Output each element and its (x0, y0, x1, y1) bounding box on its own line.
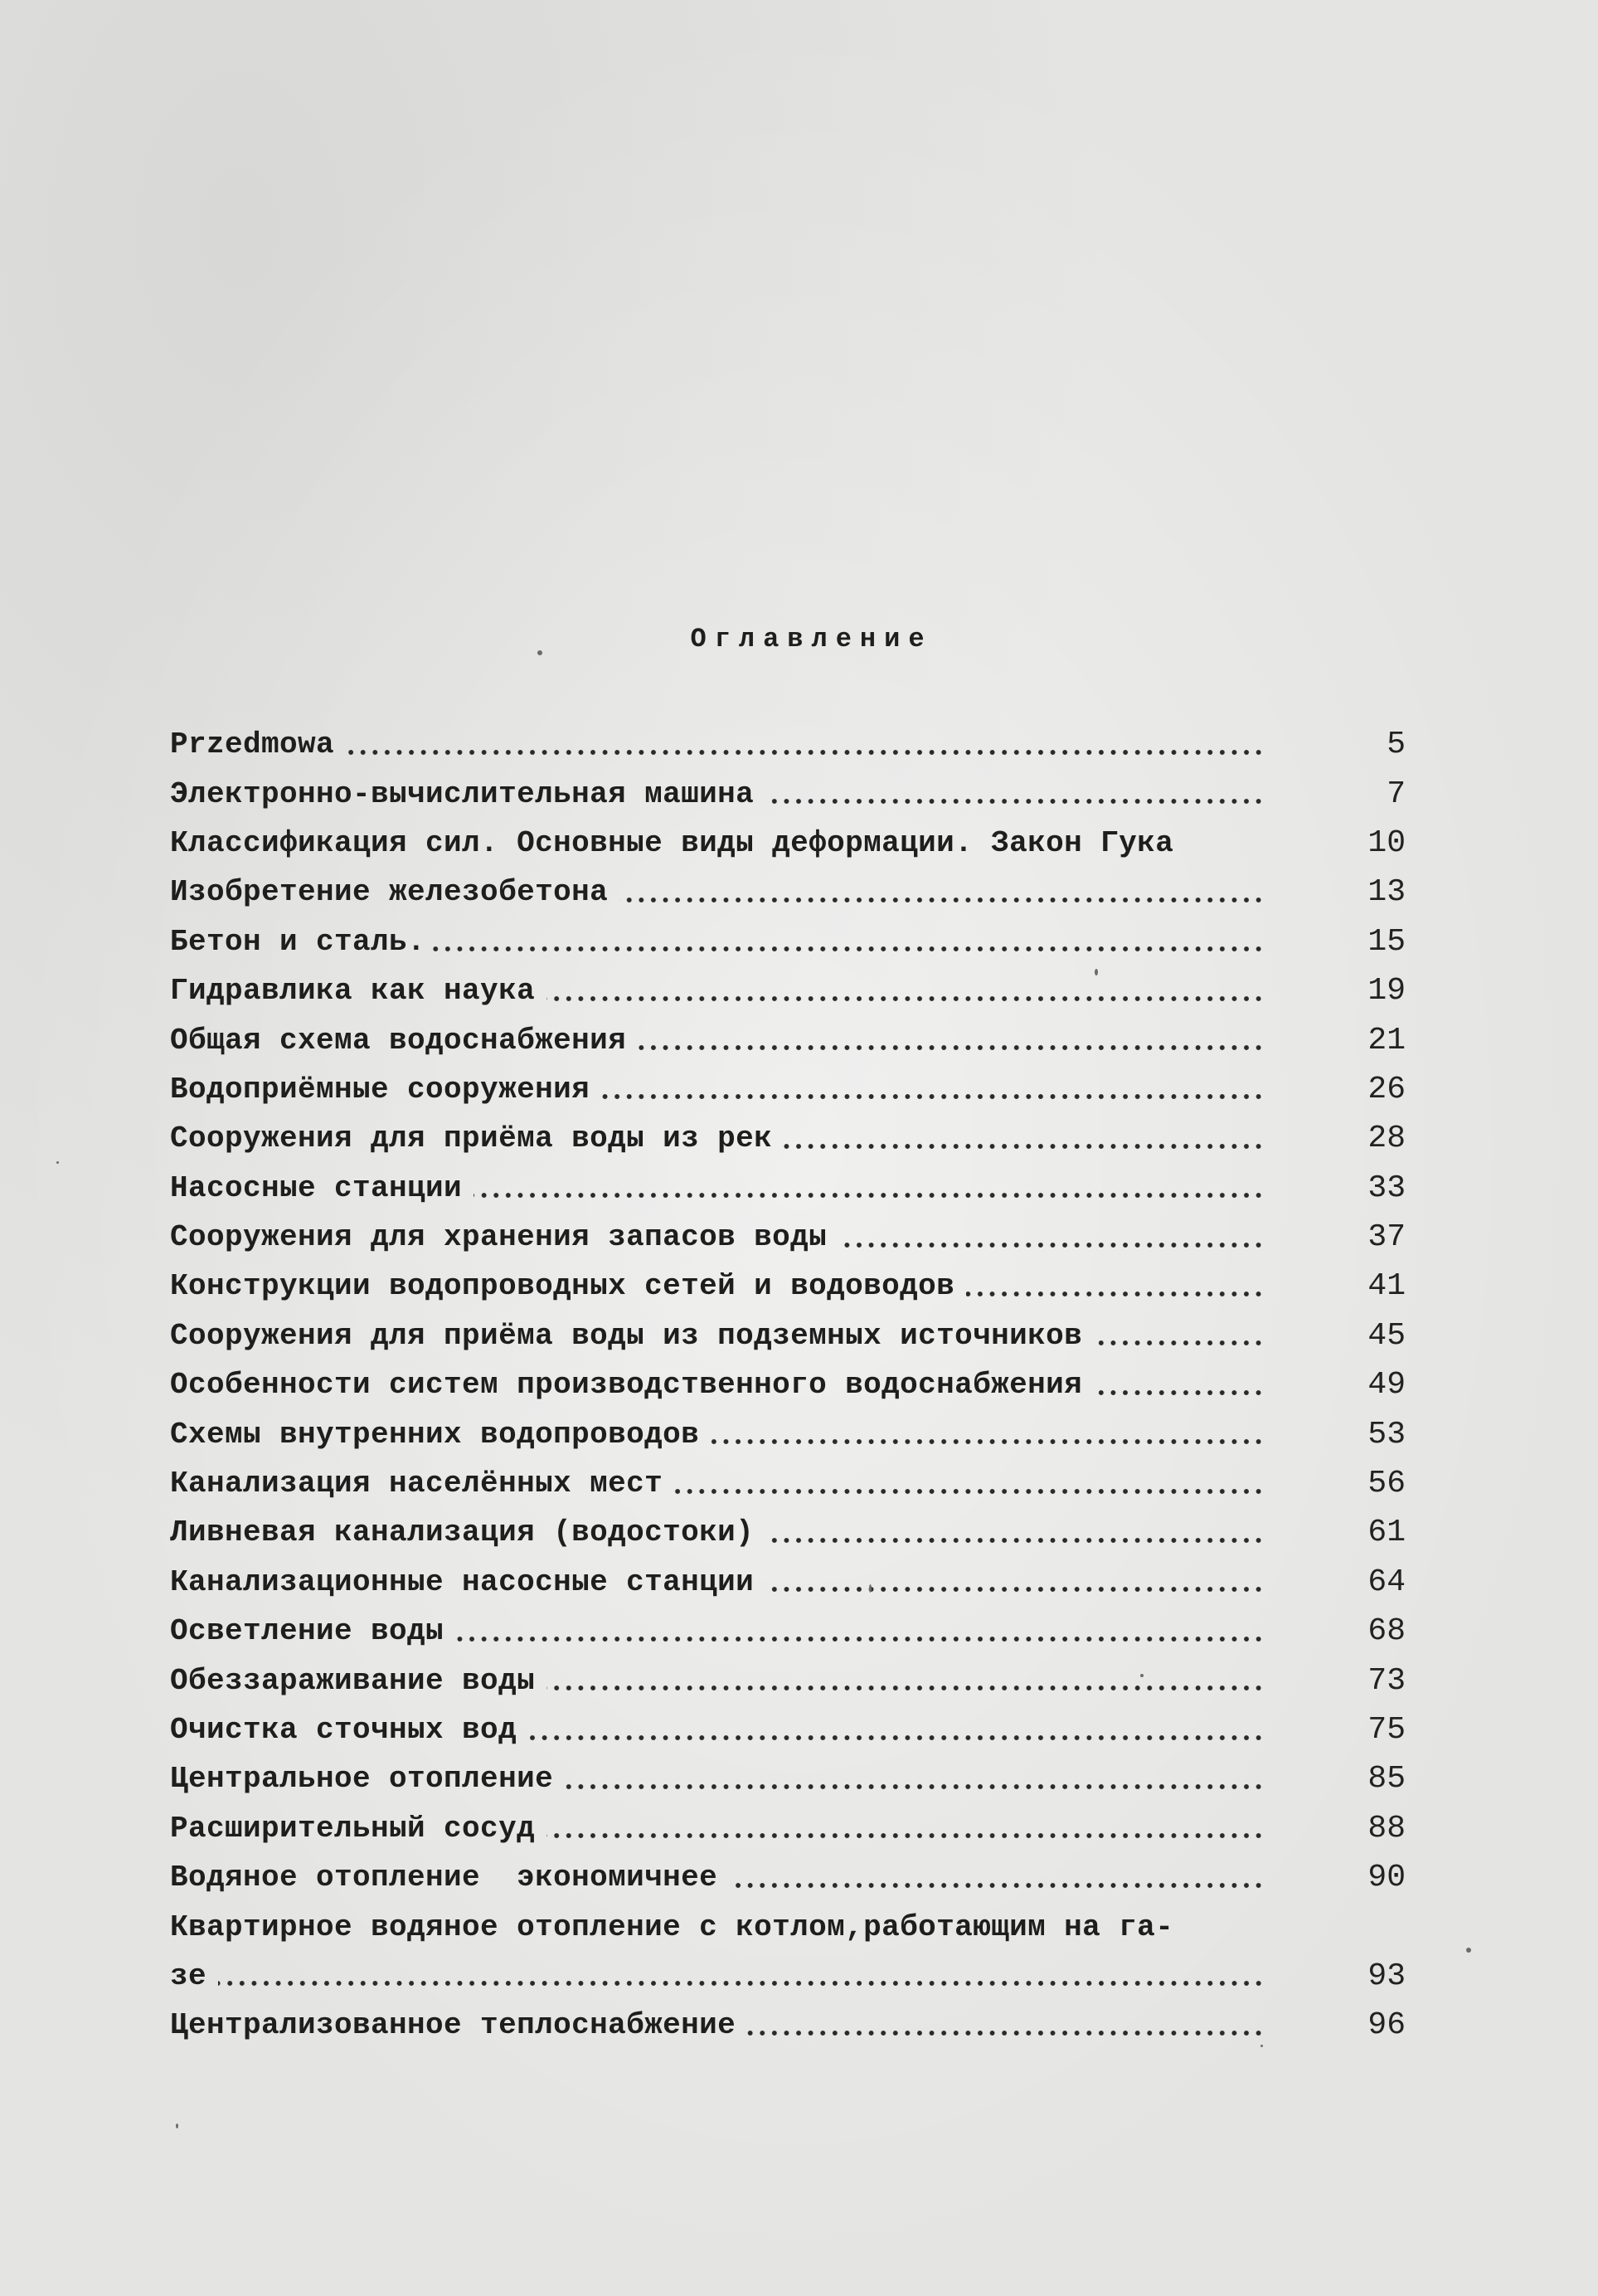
toc-page-number: 13 (1367, 874, 1406, 911)
scan-speck (1095, 969, 1098, 975)
toc-page-number: 33 (1367, 1170, 1406, 1206)
toc-entry-title: Бетон и сталь. (170, 924, 426, 959)
scan-speck (56, 1161, 59, 1164)
toc-entry (170, 1213, 1406, 1262)
toc-entry-title: Общая схема водоснабжения (170, 1023, 627, 1058)
dot-leader (966, 1292, 1265, 1296)
dot-leader (765, 799, 1265, 804)
dot-leader (784, 1144, 1265, 1149)
toc-entry (170, 1114, 1406, 1163)
toc-entry (170, 1508, 1406, 1557)
toc-entry (170, 917, 1406, 966)
dot-leader (619, 897, 1265, 902)
toc-entry-title: Водоприёмные сооружения (170, 1072, 590, 1107)
dot-leader (546, 1833, 1265, 1838)
toc-entry (170, 1902, 1406, 2001)
toc-entry-title: Классификация сил. Основные виды деформации. Закон Гука (170, 825, 1174, 860)
dot-leader (429, 946, 1265, 951)
dot-leader (711, 1439, 1265, 1444)
dot-leader (747, 2031, 1265, 2036)
toc-page-number: 5 (1387, 727, 1406, 763)
toc-entry-title: Очистка сточных вод (170, 1713, 517, 1747)
dot-leader (1094, 1340, 1265, 1345)
scan-speck (1140, 1674, 1144, 1677)
toc-entry (170, 1360, 1406, 1409)
toc-page-number: 37 (1367, 1219, 1406, 1256)
dot-leader (218, 1981, 1265, 1986)
toc-entry-title: Квартирное водяное отопление с котлом,работающим на га- (170, 1909, 1174, 1944)
toc-page-number: 28 (1367, 1121, 1406, 1157)
toc-entry (170, 1409, 1406, 1458)
toc-entry (170, 1656, 1406, 1705)
toc-entry (170, 1311, 1406, 1360)
toc-entry-title: Насосные станции (170, 1170, 463, 1205)
toc-page-number: 53 (1367, 1416, 1406, 1452)
scan-speck (1466, 1948, 1471, 1953)
scan-speck (176, 2123, 178, 2128)
toc-page-number: 61 (1367, 1515, 1406, 1551)
toc-entry (170, 1705, 1406, 1754)
toc-page-number: 26 (1367, 1071, 1406, 1107)
toc-page-number: 49 (1367, 1367, 1406, 1403)
dot-leader (546, 1686, 1265, 1690)
toc-entry (170, 819, 1406, 868)
toc-entry (170, 720, 1406, 769)
toc-entry (170, 966, 1406, 1015)
toc-page-number: 96 (1367, 2007, 1406, 2044)
toc-entry (170, 2001, 1406, 2050)
toc-entry (170, 1804, 1406, 1853)
toc-entry-title: Центральное отопление (170, 1762, 554, 1797)
toc-entry (170, 1065, 1406, 1114)
dot-leader (565, 1784, 1265, 1789)
toc-entry-title: Электронно-вычислительная машина (170, 776, 755, 811)
scan-speck (537, 650, 542, 655)
dot-leader (674, 1489, 1265, 1494)
toc-page-number: 19 (1367, 973, 1406, 1009)
toc-page-number: 88 (1367, 1810, 1406, 1846)
toc-page-number: 73 (1367, 1662, 1406, 1699)
toc-page-number: 7 (1387, 776, 1406, 812)
toc-entry (170, 1262, 1406, 1311)
toc-entry-title: Особенности систем производственного водоснабжения (170, 1368, 1083, 1403)
toc-page-number: 93 (1367, 1958, 1406, 1994)
table-of-contents (170, 720, 1406, 2050)
scan-speck (869, 1584, 872, 1593)
toc-entry-title: Przedmowa (170, 727, 335, 762)
toc-entry-title: Водяное отопление экономичнее (170, 1861, 718, 1895)
dot-leader (729, 1883, 1265, 1888)
toc-page-number: 56 (1367, 1466, 1406, 1502)
dot-leader (838, 1243, 1265, 1248)
toc-entry-title: Обеззараживание воды (170, 1663, 536, 1698)
toc-entry-title: Сооружения для приёма воды из подземных источников (170, 1318, 1083, 1353)
toc-entry (170, 1754, 1406, 1803)
toc-entry (170, 1607, 1406, 1656)
toc-entry (170, 1015, 1406, 1064)
scan-speck (1260, 2045, 1263, 2047)
toc-entry-title: Расширительный сосуд (170, 1811, 536, 1846)
dot-leader (765, 1587, 1265, 1592)
dot-leader (638, 1045, 1265, 1050)
toc-page-number: 21 (1367, 1022, 1406, 1058)
toc-entry-title: Канализация населённых мест (170, 1467, 663, 1501)
toc-entry (170, 1558, 1406, 1607)
dot-leader (601, 1094, 1265, 1099)
toc-page-number: 90 (1367, 1860, 1406, 1896)
toc-entry-title: Канализационные насосные станции (170, 1564, 755, 1599)
toc-page-number: 45 (1367, 1317, 1406, 1354)
toc-entry-title: Осветление воды (170, 1614, 444, 1649)
toc-page-number: 64 (1367, 1564, 1406, 1600)
dot-leader (765, 1538, 1265, 1543)
toc-page-number: 10 (1367, 825, 1406, 861)
toc-entry (170, 868, 1406, 917)
toc-page-number: 85 (1367, 1761, 1406, 1797)
toc-entry-title: Сооружения для приёма воды из рек (170, 1121, 773, 1156)
dot-leader (474, 1193, 1265, 1198)
toc-entry-title: Гидравлика как наука (170, 974, 536, 1009)
toc-page-number: 68 (1367, 1613, 1406, 1650)
toc-entry-title: Изобретение железобетона (170, 875, 609, 910)
dot-leader (1094, 1390, 1265, 1395)
toc-page-number: 41 (1367, 1268, 1406, 1305)
toc-entry-title: Конструкции водопроводных сетей и водоводов (170, 1269, 955, 1304)
page-title: Оглавление (690, 624, 933, 654)
toc-entry-title-continued: зе (170, 1958, 207, 1993)
dot-leader (346, 750, 1265, 755)
toc-entry (170, 1164, 1406, 1213)
dot-leader (528, 1735, 1265, 1740)
toc-entry (170, 1853, 1406, 1902)
dot-leader (546, 996, 1265, 1001)
toc-page-number: 75 (1367, 1712, 1406, 1748)
toc-entry (170, 769, 1406, 818)
toc-entry-title: Сооружения для хранения запасов воды (170, 1220, 828, 1255)
toc-entry-title: Ливневая канализация (водостоки) (170, 1515, 755, 1550)
toc-entry-title: Централизованное теплоснабжение (170, 2008, 736, 2043)
toc-page-number: 15 (1367, 923, 1406, 960)
toc-entry-title: Схемы внутренних водопроводов (170, 1417, 700, 1452)
dot-leader (455, 1637, 1265, 1642)
toc-entry (170, 1459, 1406, 1508)
